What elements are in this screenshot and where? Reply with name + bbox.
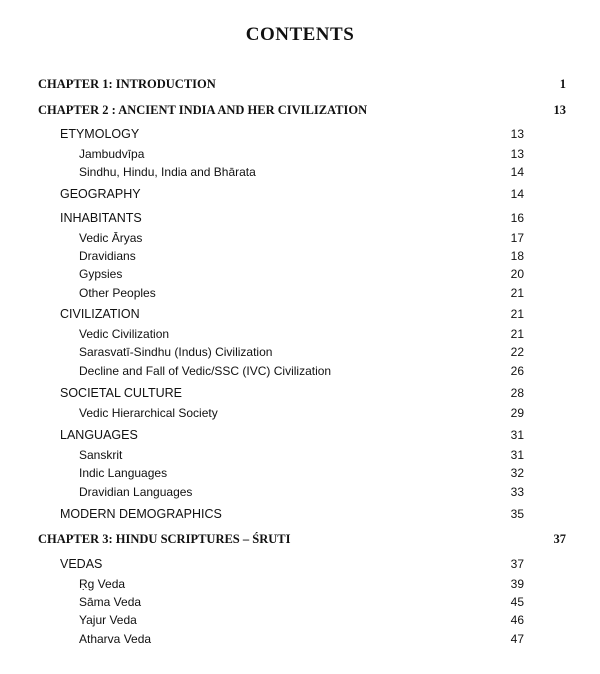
toc-section-modern-demographics-page: 35 xyxy=(510,507,524,521)
toc-entry-sanskrit-page: 31 xyxy=(510,448,524,462)
toc-entry-yajur-veda: Yajur Veda xyxy=(79,613,137,627)
toc-entry-indic-languages-page: 32 xyxy=(510,466,524,480)
toc-section-civilization: CIVILIZATION xyxy=(60,307,140,321)
toc-entry-sanskrit: Sanskrit xyxy=(79,448,123,462)
toc-section-societal-culture-page: 28 xyxy=(510,386,524,400)
toc-entry-rg-veda-page: 39 xyxy=(510,577,524,591)
toc-entry-yajur-veda-page: 46 xyxy=(510,613,524,627)
toc-chapter-2-page: 13 xyxy=(553,103,566,117)
toc-entry-vedic-aryas: Vedic Āryas xyxy=(79,231,143,245)
toc-chapter-1-page: 1 xyxy=(559,77,566,91)
toc-chapter-1: CHAPTER 1: INTRODUCTION xyxy=(38,77,216,91)
toc-entry-vedic-hierarchical-society-page: 29 xyxy=(510,406,524,420)
toc-entry-gypsies-page: 20 xyxy=(510,267,524,281)
toc-chapter-3: CHAPTER 3: HINDU SCRIPTURES – ŚRUTI xyxy=(38,532,291,546)
toc-entry-sarasvati-sindhu: Sarasvatī-Sindhu (Indus) Civilization xyxy=(79,345,273,359)
toc-section-inhabitants-page: 16 xyxy=(510,211,524,225)
toc-entry-gypsies: Gypsies xyxy=(79,267,123,281)
toc-section-languages: LANGUAGES xyxy=(60,428,138,442)
toc-section-etymology-page: 13 xyxy=(510,127,524,141)
toc-entry-other-peoples: Other Peoples xyxy=(79,286,156,300)
toc-entry-vedic-civilization: Vedic Civilization xyxy=(79,327,170,341)
toc-entry-dravidian-languages-page: 33 xyxy=(510,485,524,499)
toc-chapter-2: CHAPTER 2 : ANCIENT INDIA AND HER CIVILIZATION xyxy=(38,103,368,117)
toc-entry-sindhu-hindu: Sindhu, Hindu, India and Bhārata xyxy=(79,165,256,179)
toc-entry-decline-and-fall: Decline and Fall of Vedic/SSC (IVC) Civilization xyxy=(79,364,332,378)
toc-entry-other-peoples-page: 21 xyxy=(510,286,524,300)
toc-section-civilization-page: 21 xyxy=(510,307,524,321)
toc-section-inhabitants: INHABITANTS xyxy=(60,211,142,225)
toc-entry-decline-and-fall-page: 26 xyxy=(510,364,524,378)
page-title: CONTENTS xyxy=(245,24,355,45)
toc-section-etymology: ETYMOLOGY xyxy=(60,127,140,141)
toc-entry-dravidian-languages: Dravidian Languages xyxy=(79,485,193,499)
toc-section-vedas: VEDAS xyxy=(60,557,103,571)
toc-entry-jambudvipa: Jambudvīpa xyxy=(79,147,145,161)
toc-entry-sama-veda: Sāma Veda xyxy=(79,595,142,609)
toc-section-geography-page: 14 xyxy=(510,187,524,201)
toc-entry-dravidians: Dravidians xyxy=(79,249,136,263)
toc-entry-sarasvati-sindhu-page: 22 xyxy=(510,345,524,359)
toc-section-geography: GEOGRAPHY xyxy=(60,187,141,201)
toc-entry-atharva-veda-page: 47 xyxy=(510,632,524,646)
toc-entry-vedic-aryas-page: 17 xyxy=(510,231,524,245)
toc-entry-jambudvipa-page: 13 xyxy=(510,147,524,161)
toc-entry-sama-veda-page: 45 xyxy=(510,595,524,609)
toc-entry-rg-veda: Ṛg Veda xyxy=(79,577,126,591)
toc-entry-sindhu-hindu-page: 14 xyxy=(510,165,524,179)
toc-entry-atharva-veda: Atharva Veda xyxy=(79,632,152,646)
toc-section-languages-page: 31 xyxy=(510,428,524,442)
toc-entry-indic-languages: Indic Languages xyxy=(79,466,168,480)
toc-entry-dravidians-page: 18 xyxy=(510,249,524,263)
toc-chapter-3-page: 37 xyxy=(553,532,566,546)
toc-section-vedas-page: 37 xyxy=(510,557,524,571)
toc-entry-vedic-hierarchical-society: Vedic Hierarchical Society xyxy=(79,406,218,420)
toc-section-societal-culture: SOCIETAL CULTURE xyxy=(60,386,183,400)
toc-section-modern-demographics: MODERN DEMOGRAPHICS xyxy=(60,507,222,521)
toc-entry-vedic-civilization-page: 21 xyxy=(510,327,524,341)
